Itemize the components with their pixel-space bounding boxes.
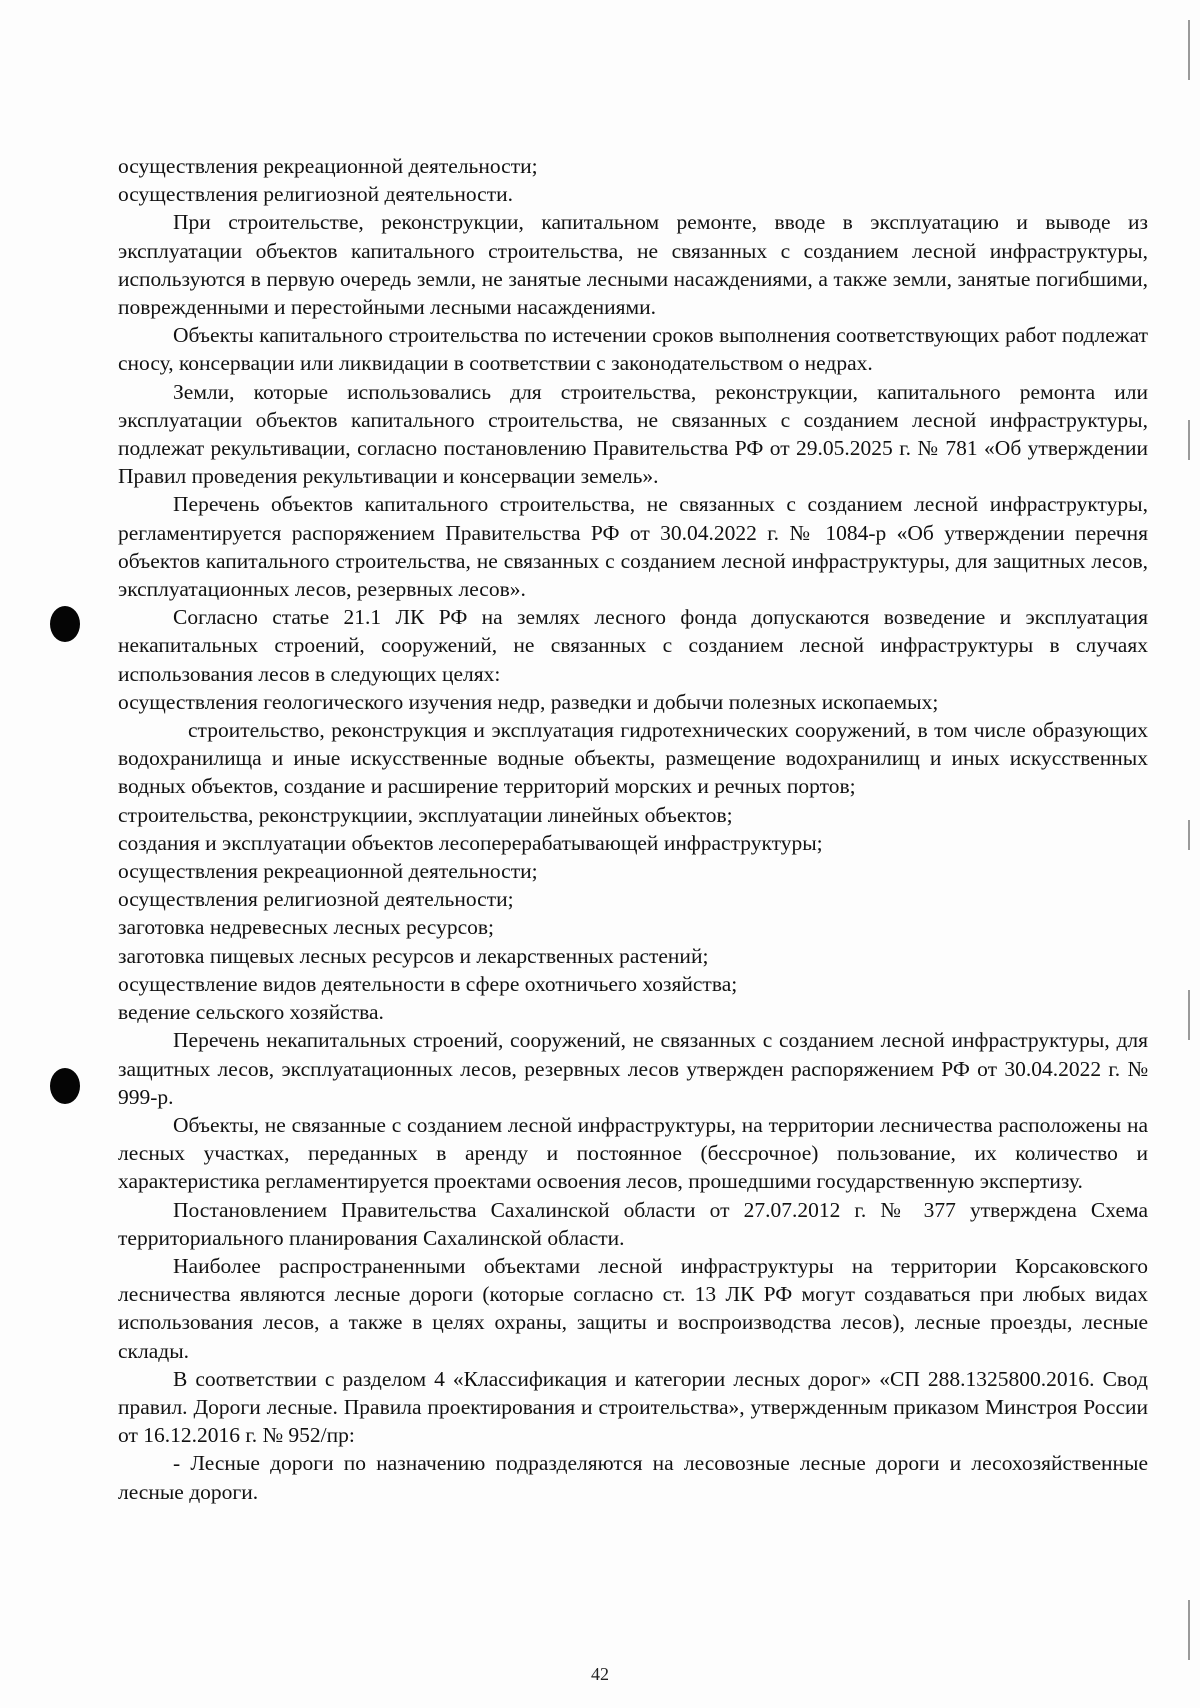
paragraph: Объекты, не связанные с созданием лесной инфраструктуры, на территории лесничества расположены на лесных участках, переданных в аренду и постоянное (бессрочное) пользование, их количество и характеристика регламентируется проектами освоения лесов, прошедшими государственную экспертизу. [118, 1112, 1148, 1194]
scan-edge-mark [1188, 1600, 1190, 1660]
list-item: строительство, реконструкция и эксплуатация гидротехнических сооружений, в том числе образующих водохранилища и иные искусственные водные объекты, размещение водохранилищ и иных искусственных водных объектов, создание и расширение территорий морских и речных портов; [118, 718, 1148, 799]
scan-edge-mark [1188, 990, 1190, 1040]
paragraph: Постановлением Правительства Сахалинской области от 27.07.2012 г. № 377 утверждена Схема территориального планирования Сахалинской области. [118, 1197, 1148, 1250]
list-item: осуществление видов деятельности в сфере охотничьего хозяйства; [118, 971, 738, 996]
paragraph: Перечень объектов капитального строительства, не связанных с созданием лесной инфраструктуры, регламентируется распоряжением Правительства РФ от 30.04.2022 г. № 1084-р «Об утверждении перечня объектов капитального строительства, не связанных с созданием лесной инфраструктуры, для защитных лесов, эксплуатационных лесов, резервных лесов». [118, 492, 1148, 602]
paragraph: Перечень некапитальных строений, сооружений, не связанных с созданием лесной инфраструктуры, для защитных лесов, эксплуатационных лесов, резервных лесов утвержден распоряжением РФ от 30.04.2022 г. № 999-р. [118, 1028, 1148, 1109]
scan-edge-mark [1188, 820, 1190, 850]
paragraph: - Лесные дороги по назначению подразделяются на лесовозные лесные дороги и лесохозяйственные лесные дороги. [118, 1451, 1148, 1504]
paragraph: Объекты капитального строительства по истечении сроков выполнения соответствующих работ подлежат сносу, консервации или ликвидации в соответствии с законодательством о недрах. [118, 323, 1148, 376]
list-item: осуществления религиозной деятельности; [118, 887, 514, 912]
list-item: заготовка недревесных лесных ресурсов; [118, 915, 494, 940]
page-number: 42 [591, 1664, 609, 1684]
list-item: создания и эксплуатации объектов лесоперерабатывающей инфраструктуры; [118, 830, 823, 855]
document-body [118, 152, 1148, 1506]
list-item: осуществления рекреационной деятельности; [118, 859, 538, 884]
binder-hole-mark [50, 1068, 80, 1104]
scan-edge-mark [1188, 420, 1190, 460]
list-item: ведение сельского хозяйства. [118, 1000, 384, 1025]
paragraph: В соответствии с разделом 4 «Классификация и категории лесных дорог» «СП 288.1325800.2016. Свод правил. Дороги лесные. Правила проектирования и строительства», утвержденным приказом Минстроя России от 16.12.2016 г. № 952/пр: [118, 1366, 1148, 1448]
paragraph: Наиболее распространенными объектами лесной инфраструктуры на территории Корсаковского лесничества являются лесные дороги (которые согласно ст. 13 ЛК РФ могут создаваться при любых видах использования лесов, а также в целях охраны, защиты и воспроизводства лесов), лесные проезды, лесные склады. [118, 1253, 1148, 1363]
scan-edge-mark [1188, 20, 1190, 80]
paragraph: Согласно статье 21.1 ЛК РФ на землях лесного фонда допускаются возведение и эксплуатация некапитальных строений, сооружений, не связанных с созданием лесной инфраструктуры в случаях использования лесов в следующих целях: [118, 605, 1148, 686]
list-item: заготовка пищевых лесных ресурсов и лекарственных растений; [118, 943, 709, 968]
list-item: осуществления рекреационной деятельности; [118, 154, 538, 178]
list-item: строительства, реконструкциии, эксплуатации линейных объектов; [118, 802, 733, 827]
paragraph: При строительстве, реконструкции, капитальном ремонте, вводе в эксплуатацию и выводе из эксплуатации объектов капитального строительства, не связанных с созданием лесной инфраструктуры, используются в первую очередь земли, не занятые лесными насаждениями, а также земли, занятые погибшими, поврежденными и перестойными лесными насаждениями. [118, 210, 1148, 320]
list-item: осуществления геологического изучения недр, разведки и добычи полезных ископаемых; [118, 689, 939, 714]
binder-hole-mark [50, 606, 80, 642]
paragraph: Земли, которые использовались для строительства, реконструкции, капитального ремонта или эксплуатации объектов капитального строительства, не связанных с созданием лесной инфраструктуры, подлежат рекультивации, согласно постановлению Правительства РФ от 29.05.2025 г. № 781 «Об утверждении Правил проведения рекультивации и консервации земель». [118, 379, 1148, 489]
list-item: осуществления религиозной деятельности. [118, 182, 513, 207]
